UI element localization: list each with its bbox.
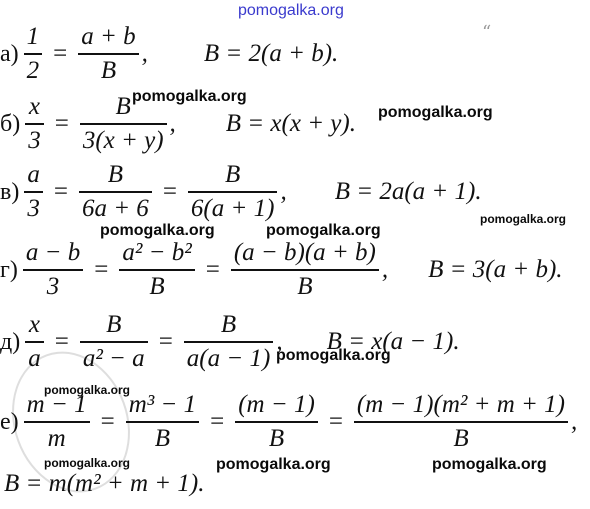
frac-num: (a − b)(a + b) [233,239,376,266]
frac-num: m − 1 [26,391,87,418]
watermark: pomogalka.org [100,222,215,239]
watermark: pomogalka.org [378,104,493,121]
trailing-comma: , [169,110,176,138]
frac-den: B [100,56,117,84]
frac-num: a − b [25,239,81,266]
frac-den: B [149,272,165,300]
frac-num: x [28,93,40,120]
frac-den: a(a − 1) [186,344,271,372]
frac-num: B [107,161,124,188]
watermark: pomogalka.org [216,456,331,473]
frac-num: x [28,311,40,338]
trailing-comma: , [280,178,287,206]
frac-num: 1 [26,23,40,50]
frac-num: B [225,161,241,188]
trailing-comma: , [141,40,148,68]
frac-den: 6a + 6 [81,194,149,222]
frac-den: a [28,344,41,372]
problem-e-label: е) [0,408,19,435]
frac-den: 2 [26,56,40,84]
frac-num: B [115,93,131,120]
problem-b-answer: B = x(x + y). [225,110,356,138]
problem-g-label: г) [0,256,18,283]
frac-num: a + b [81,23,136,50]
watermark: pomogalka.org [480,212,567,226]
problem-e-answer-line [4,470,204,498]
frac-num: B [106,311,122,338]
frac-den: 3 [46,272,60,300]
frac-den: B [297,272,313,300]
problem-a: а) $\frac{1}{2}$ = $\frac{a + b}{B}$ , B = 2(a + b). [0,23,339,84]
trailing-comma: , [571,408,578,436]
stray-mark: “ [482,22,492,43]
problem-a-label: а) [0,40,19,67]
trailing-comma: , [381,256,389,284]
problem-d: д) $\frac{x}{a}$ = $\frac{B}{\text{a² − a}}$ = $\frac{B}{a(a - 1)}$ , B = x(a − 1). [0,311,460,372]
frac-den: m [47,424,66,452]
problem-b-label: б) [0,110,21,137]
frac-den: a² − a [82,344,145,372]
frac-den: B [154,424,171,452]
problem-v: в) $\frac{a}{3}$ = $\frac{B}{6a + 6}$ = $\frac{B}{6(a + 1)}$ , B = 2a(a + 1). [0,161,482,222]
problem-e-answer: B = m(m² + m + 1). [4,470,205,497]
frac-num: a² − b² [122,239,192,266]
frac-num: a [27,161,40,188]
frac-den: 3 [27,194,40,222]
problem-b: б) $\frac{x}{3}$ = $\frac{B}{3(x + y)}$ , B = x(x + y). [0,93,356,154]
problem-g-answer: B = 3(a + b). [428,256,563,284]
watermark: pomogalka.org [266,222,381,239]
problem-g: г) $\frac{a - b}{3}$ = $\frac{\text{a² − b²}}{B}$ = $\frac{(a - b)(a + b)}{B}$ , B = 3(a + b). [0,239,563,300]
frac-num: B [220,311,237,338]
problem-v-label: в) [0,178,20,205]
problem-v-answer: B = 2a(a + 1). [334,178,482,206]
problem-d-answer: B = x(a − 1). [326,328,460,356]
problem-d-label: д) [0,328,21,355]
watermark: pomogalka.org [44,383,131,397]
frac-den: B [453,424,469,452]
problem-a-answer: B = 2(a + b). [203,40,339,68]
problem-e: е) $\frac{m - 1}{m}$ = $\frac{\text{m³ − 1}}{B}$ = $\frac{(m - 1)}{B}$ = $\frac{\text{(m − 1)(m² + m + 1)}}{B}$ , [0,391,578,452]
watermark: pomogalka.org [132,88,247,105]
frac-num: (m − 1)(m² + m + 1) [356,391,565,418]
watermark: pomogalka.org [432,456,547,473]
frac-num: m³ − 1 [128,391,197,418]
frac-den: 3 [28,126,41,154]
watermark: pomogalka.org [44,456,131,470]
frac-den: B [268,424,285,452]
frac-den: 6(a + 1) [190,194,275,222]
frac-den: 3(x + y) [82,126,164,154]
frac-num: (m − 1) [238,391,315,418]
watermark: pomogalka.org [276,347,391,364]
trailing-comma: , [276,328,283,356]
watermark-top: pomogalka.org [238,2,344,19]
